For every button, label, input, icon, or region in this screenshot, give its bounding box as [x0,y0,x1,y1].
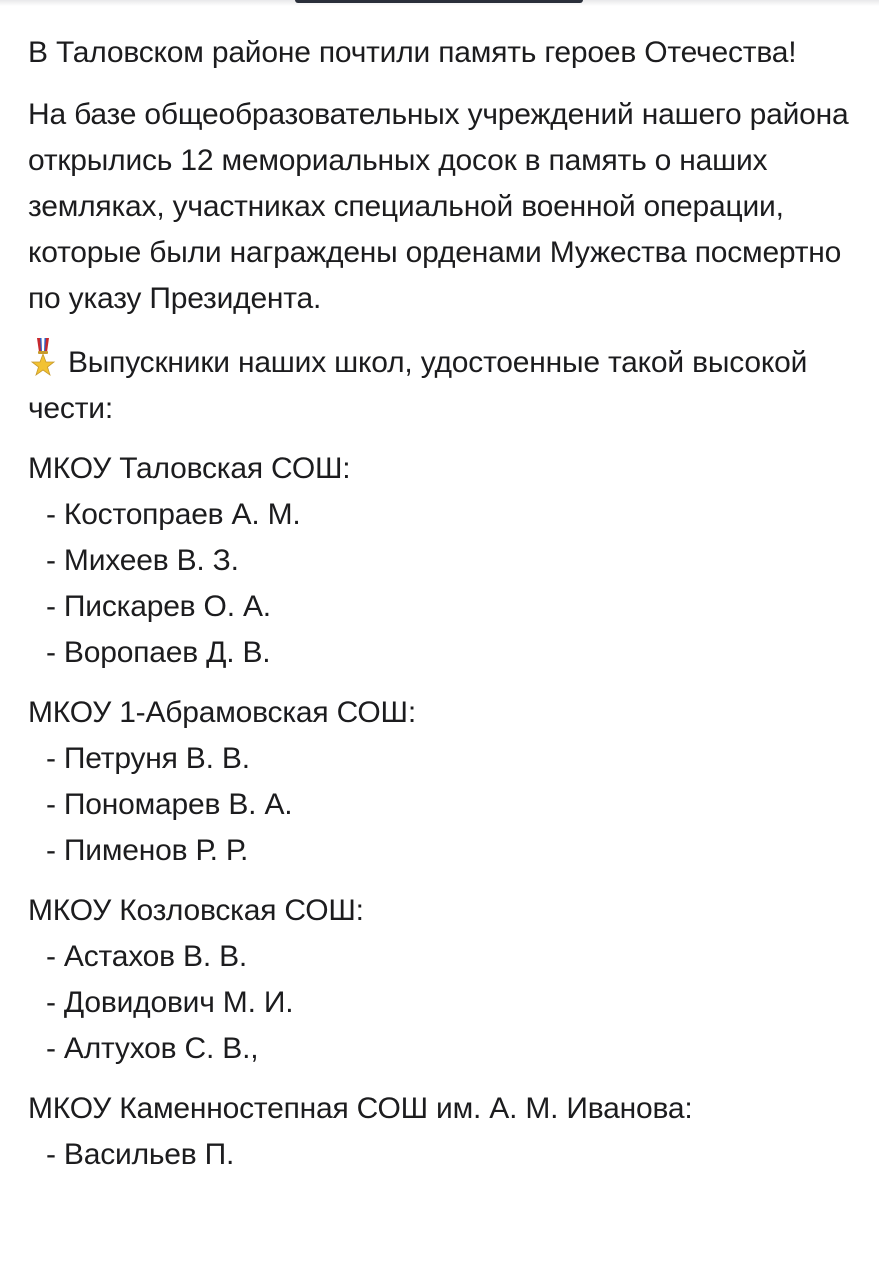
person-item: - Петруня В. В. [46,742,250,775]
post-text [28,30,858,1178]
graduates-intro-line [28,338,858,432]
person-item: - Пискарев О. А. [46,590,271,623]
person-item: - Васильев П. [46,1138,235,1171]
post-body: На базе общеобразовательных учреждений нашего района открылись 12 мемориальных досок в память о наших земляках, участниках специальной военной операции, которые были награждены орденами Мужества посмертно по указу Президента. [28,98,849,315]
graduates-intro-text: Выпускники наших школ, удостоенные такой высокой чести: [28,346,808,425]
school-block-2 [28,888,858,1072]
person-item: - Михеев В. З. [46,544,239,577]
person-item: - Воропаев Д. В. [46,636,271,669]
school-name: МКОУ Каменностепная СОШ им. А. М. Иванова: [28,1092,693,1125]
person-item: - Пономарев В. А. [46,788,293,821]
military-medal-icon [28,338,58,378]
school-block-0 [28,446,858,676]
person-item: - Довидович М. И. [46,986,294,1019]
school-name: МКОУ Козловская СОШ: [28,894,364,927]
post-title: В Таловском районе почтили память героев Отечества! [28,36,797,69]
school-name: МКОУ Таловская СОШ: [28,452,351,485]
person-item: - Пименов Р. Р. [46,834,249,867]
top-strip [0,0,879,6]
school-block-3 [28,1086,858,1178]
school-name: МКОУ 1-Абрамовская СОШ: [28,696,416,729]
school-block-1 [28,690,858,874]
person-item: - Алтухов С. В., [46,1032,259,1065]
top-dark-bar [295,0,583,3]
person-item: - Костопраев А. М. [46,498,301,531]
person-item: - Астахов В. В. [46,940,248,973]
